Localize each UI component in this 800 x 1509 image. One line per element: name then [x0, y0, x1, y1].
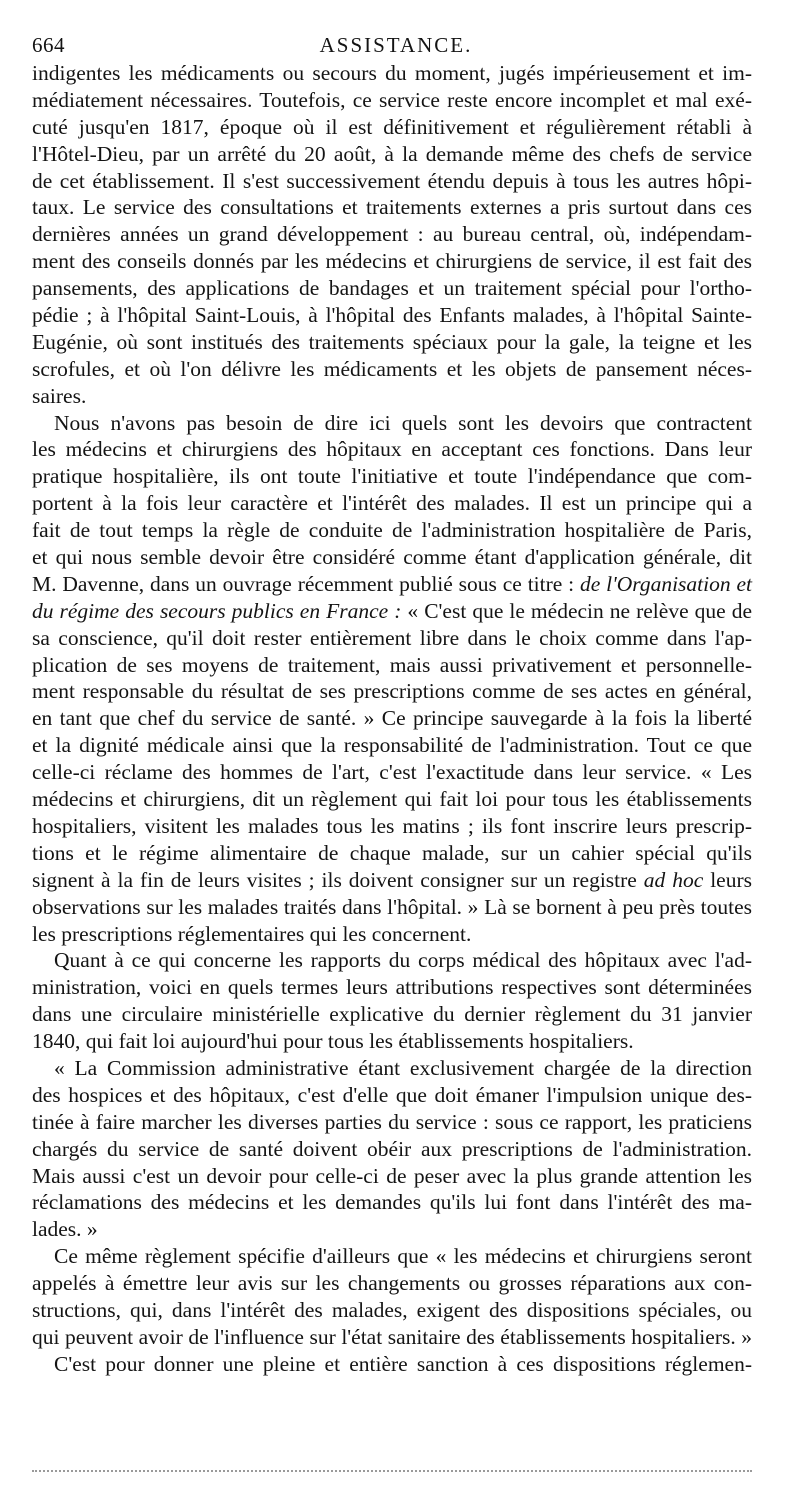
text-segment: structions, qui, dans l'intérêt des malades, exigent des dispositions spéciales, ou: [32, 1297, 752, 1322]
text-segment: les prescriptions réglementaires qui les concernent.: [32, 921, 472, 946]
text-line: [32, 410, 752, 437]
text-segment: en tant que chef du service de santé. » Ce principe sauvegarde à la fois la liberté: [32, 706, 752, 731]
text-line: [32, 921, 752, 948]
text-line: [32, 1324, 752, 1351]
text-segment: sa conscience, qu'il doit rester entièrement libre dans le choix comme dans l'ap-: [32, 625, 752, 650]
text-segment: tions et le régime alimentaire de chaque malade, sur un cahier spécial qu'ils: [32, 840, 752, 865]
text-segment: réclamations des médecins et les demandes qu'ils lui font dans l'intérêt des ma-: [32, 1190, 752, 1215]
text-line: [32, 168, 752, 195]
text-line: [32, 974, 752, 1001]
text-segment: M. Davenne, dans un ouvrage récemment publié sous ce titre :: [32, 571, 581, 596]
text-segment: C'est pour donner une pleine et entière sanction à ces dispositions réglemen-: [54, 1351, 752, 1376]
text-segment: hospitaliers, visitent les malades tous les matins ; ils font inscrire leurs prescrip-: [32, 813, 752, 838]
text-line: [32, 625, 752, 652]
text-line: [32, 1055, 752, 1082]
text-segment: signent à la fin de leurs visites ; ils doivent consigner sur un registre: [32, 867, 644, 892]
text-line: [32, 436, 752, 463]
text-line: [32, 678, 752, 705]
body-text: [32, 60, 752, 1378]
text-line: [32, 87, 752, 114]
footer-dotted-rule: [32, 1470, 752, 1472]
text-segment: pédie ; à l'hôpital Saint-Louis, à l'hôpital des Enfants malades, à l'hôpital Sainte-: [32, 303, 752, 328]
text-line: [32, 1136, 752, 1163]
text-segment: appelés à émettre leur avis sur les changements ou grosses réparations aux con-: [32, 1271, 752, 1296]
text-line: [32, 383, 752, 410]
text-segment: plication de ses moyens de traitement, mais aussi privativement et personnelle-: [32, 652, 752, 677]
text-line: [32, 571, 752, 598]
text-line: [32, 867, 752, 894]
text-segment: Mais aussi c'est un devoir pour celle-ci de peser avec la plus grande attention les: [32, 1163, 752, 1188]
italic-text: ad hoc: [643, 867, 704, 892]
text-line: [32, 652, 752, 679]
italic-text: de l'Organisation et: [580, 571, 752, 596]
running-head: [32, 30, 760, 60]
text-line: [32, 141, 752, 168]
text-line: [32, 221, 752, 248]
text-line: [32, 517, 752, 544]
text-line: [32, 840, 752, 867]
text-line: [32, 1351, 752, 1378]
text-segment: taux. Le service des consultations et traitements externes a pris surtout dans ces: [32, 195, 752, 220]
text-segment: « C'est que le médecin ne relève que de: [401, 598, 752, 623]
text-line: [32, 1001, 752, 1028]
text-segment: « La Commission administrative étant exclusivement chargée de la direction: [54, 1055, 752, 1080]
text-segment: dans une circulaire ministérielle explicative du dernier règlement du 31 janvier: [32, 1002, 752, 1027]
text-segment: de cet établissement. Il s'est successivement étendu depuis à tous les autres hôpi-: [32, 168, 752, 193]
text-segment: ment responsable du résultat de ses prescriptions comme de ses actes en général,: [32, 679, 752, 704]
text-line: [32, 1163, 752, 1190]
text-line: [32, 544, 752, 571]
text-segment: les médecins et chirurgiens des hôpitaux en acceptant ces fonctions. Dans leur: [32, 437, 752, 462]
text-line: [32, 813, 752, 840]
text-line: [32, 1189, 752, 1216]
text-segment: et qui nous semble devoir être considéré comme étant d'application générale, dit: [32, 545, 752, 570]
text-line: [32, 759, 752, 786]
text-segment: des hospices et des hôpitaux, c'est d'elle que doit émaner l'impulsion unique des-: [32, 1082, 752, 1107]
text-segment: ment des conseils donnés par les médecins et chirurgiens de service, il est fait des: [32, 249, 752, 274]
text-line: [32, 275, 752, 302]
text-line: [32, 356, 752, 383]
text-segment: qui peuvent avoir de l'influence sur l'état sanitaire des établissements hospitaliers. »: [32, 1324, 752, 1349]
text-segment: 1840, qui fait loi aujourd'hui pour tous les établissements hospitaliers.: [32, 1029, 634, 1054]
text-segment: leurs: [703, 867, 752, 892]
text-line: [32, 114, 752, 141]
text-line: [32, 1109, 752, 1136]
text-segment: celle-ci réclame des hommes de l'art, c'est l'exactitude dans leur service. « Les: [32, 760, 752, 785]
text-segment: cuté jusqu'en 1817, époque où il est définitivement et régulièrement rétabli à: [32, 114, 752, 139]
text-segment: médecins et chirurgiens, dit un règlement qui fait loi pour tous les établissements: [32, 787, 752, 812]
text-line: [32, 248, 752, 275]
text-line: [32, 1216, 752, 1243]
text-line: [32, 1243, 752, 1270]
text-line: [32, 302, 752, 329]
text-segment: médiatement nécessaires. Toutefois, ce service reste encore incomplet et mal exé-: [32, 87, 752, 112]
text-line: [32, 894, 752, 921]
text-line: [32, 1028, 752, 1055]
text-segment: Ce même règlement spécifie d'ailleurs que « les médecins et chirurgiens seront: [54, 1244, 752, 1269]
text-line: [32, 1297, 752, 1324]
text-line: [32, 1270, 752, 1297]
text-segment: et la dignité médicale ainsi que la responsabilité de l'administration. Tout ce que: [32, 733, 752, 758]
text-segment: tinée à faire marcher les diverses parties du service : sous ce rapport, les praticiens: [32, 1109, 752, 1134]
italic-text: du régime des secours publics en France :: [32, 598, 402, 623]
text-line: [32, 732, 752, 759]
text-segment: portent à la fois leur caractère et l'intérêt des malades. Il est un principe qui a: [32, 491, 752, 516]
text-segment: ministration, voici en quels termes leurs attributions respectives sont déterminées: [32, 975, 752, 1000]
text-segment: fait de tout temps la règle de conduite de l'administration hospitalière de Paris,: [32, 518, 752, 543]
text-segment: saires.: [32, 383, 87, 408]
text-segment: lades. »: [32, 1217, 98, 1242]
text-line: [32, 705, 752, 732]
text-line: [32, 463, 752, 490]
text-segment: pansements, des applications de bandages et un traitement spécial pour l'ortho-: [32, 276, 752, 301]
text-segment: indigentes les médicaments ou secours du moment, jugés impérieusement et im-: [32, 61, 752, 85]
section-title: ASSISTANCE.: [319, 33, 473, 57]
text-line: [32, 60, 752, 87]
text-line: [32, 1082, 752, 1109]
text-line: [32, 598, 752, 625]
text-line: [32, 947, 752, 974]
text-segment: Quant à ce qui concerne les rapports du corps médical des hôpitaux avec l'ad-: [54, 948, 752, 973]
text-segment: chargés du service de santé doivent obéir aux prescriptions de l'administration.: [32, 1136, 752, 1161]
text-segment: l'Hôtel-Dieu, par un arrêté du 20 août, à la demande même des chefs de service: [32, 141, 752, 166]
text-line: [32, 786, 752, 813]
text-segment: observations sur les malades traités dans l'hôpital. » Là se bornent à peu près toutes: [32, 894, 752, 919]
page-number: 664: [32, 33, 65, 57]
text-line: [32, 194, 752, 221]
text-segment: Eugénie, où sont institués des traitements spéciaux pour la gale, la teigne et les: [32, 329, 752, 354]
text-line: [32, 329, 752, 356]
text-segment: scrofules, et où l'on délivre les médicaments et les objets de pansement néces-: [32, 356, 752, 381]
text-segment: Nous n'avons pas besoin de dire ici quels sont les devoirs que contractent: [54, 410, 752, 435]
text-segment: dernières années un grand développement : au bureau central, où, indépendam-: [32, 222, 752, 247]
text-line: [32, 490, 752, 517]
text-segment: pratique hospitalière, ils ont toute l'initiative et toute l'indépendance que com-: [32, 464, 752, 489]
